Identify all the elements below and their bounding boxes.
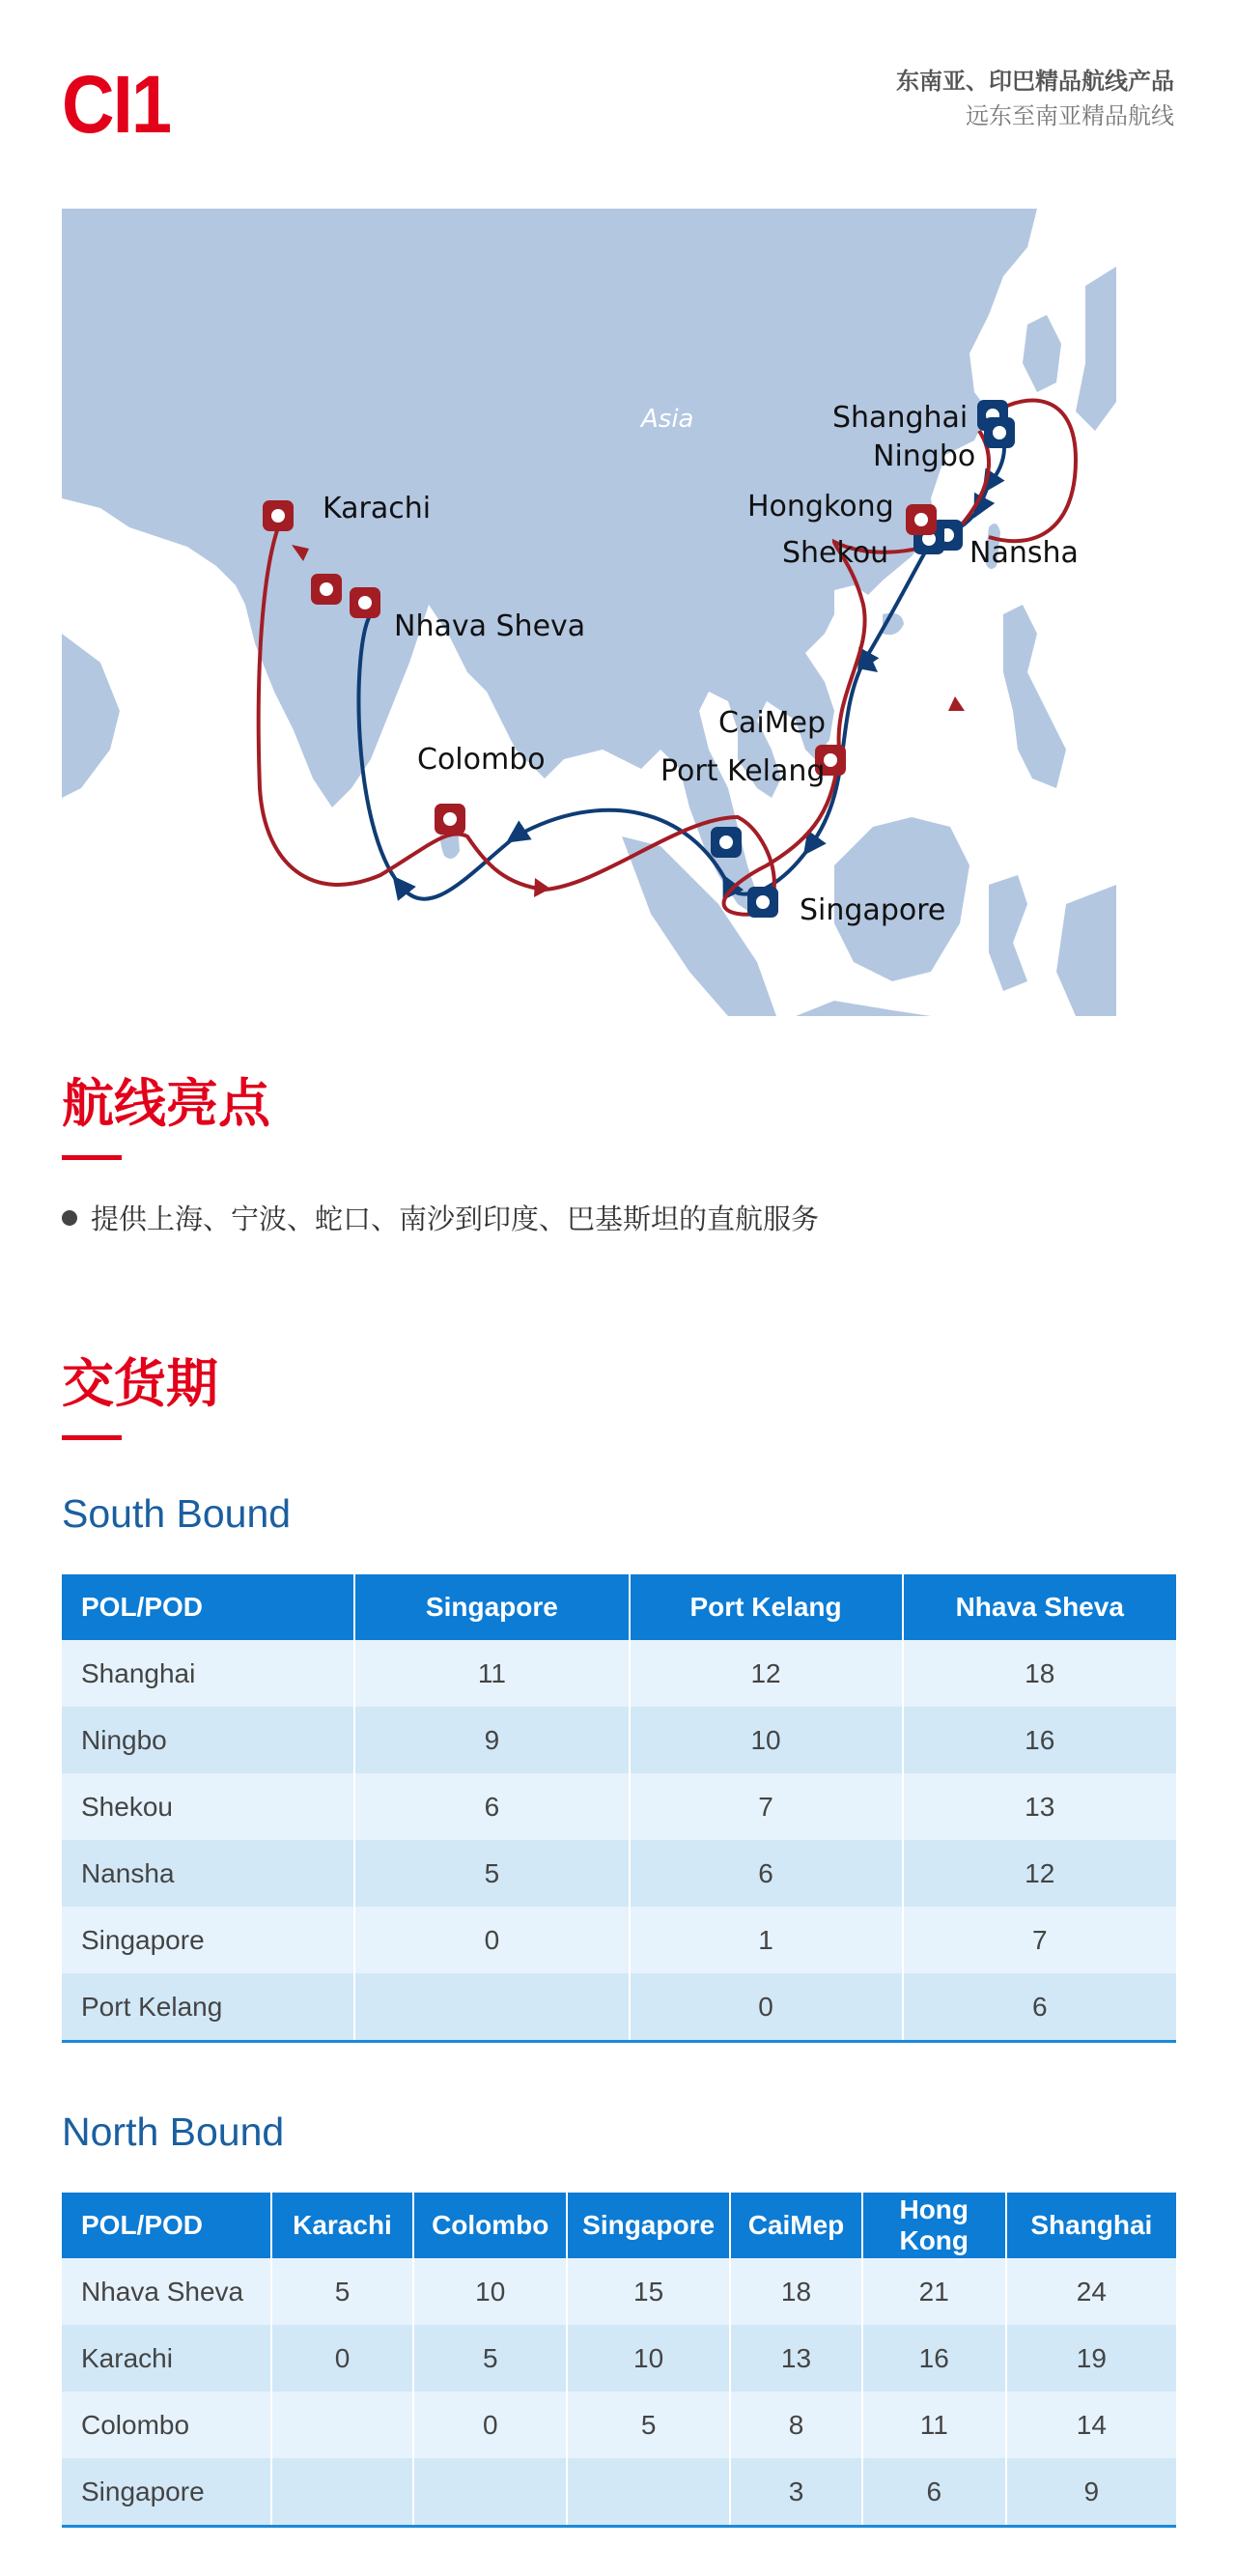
route-map [62,209,1116,1016]
transit-days-cell: 5 [567,2392,730,2458]
northbound-table [62,2193,1176,2528]
transit-days-cell: 14 [1006,2392,1176,2458]
product-logo: CI1 [62,59,171,150]
heading-underline [62,1435,122,1440]
column-header: Shanghai [1006,2193,1176,2258]
transit-days-cell: 16 [862,2325,1006,2392]
highlight-text: 提供上海、宁波、蛇口、南沙到印度、巴基斯坦的直航服务 [91,1203,820,1235]
transit-days-cell: 16 [903,1707,1177,1773]
column-header: Singapore [567,2193,730,2258]
transit-days-cell: 7 [630,1773,903,1840]
column-header: Singapore [354,1574,629,1640]
column-header: POL/POD [62,1574,354,1640]
table-row [62,1973,1176,2042]
port-label-ningbo: Ningbo [873,439,976,473]
transit-days-cell: 18 [903,1640,1177,1707]
transit-days-cell: 5 [271,2258,414,2325]
northbound-title: North Bound [62,2109,285,2154]
transit-days-cell: 8 [730,2392,862,2458]
transit-days-cell: 15 [567,2258,730,2325]
table-row [62,1773,1176,1840]
column-header: Colombo [413,2193,567,2258]
port-marker-karachi [263,500,294,531]
column-header: CaiMep [730,2193,862,2258]
row-port-cell: Shekou [62,1773,354,1840]
port-label-colombo: Colombo [417,743,546,777]
table-row [62,1840,1176,1907]
transit-days-cell: 6 [354,1773,629,1840]
port-marker-colombo [435,804,465,835]
column-header: Karachi [271,2193,414,2258]
transit-days-cell: 6 [903,1973,1177,2042]
table-row [62,2258,1176,2325]
region-label: Asia [641,405,694,434]
row-port-cell: Singapore [62,1907,354,1973]
row-port-cell: Karachi [62,2325,271,2392]
table-row [62,2392,1176,2458]
transit-days-cell: 24 [1006,2258,1176,2325]
transit-days-cell: 12 [903,1840,1177,1907]
highlights-heading: 航线亮点 [62,1073,270,1134]
transit-days-cell: 13 [730,2325,862,2392]
port-label-caimep: CaiMep [718,706,827,740]
transit-days-cell: 12 [630,1640,903,1707]
table-row [62,1707,1176,1773]
highlight-item [62,1198,819,1237]
header-title: 东南亚、印巴精品航线产品 [896,68,1174,95]
table-header-row [62,2193,1176,2258]
row-port-cell: Nhava Sheva [62,2258,271,2325]
port-label-hongkong: Hongkong [747,490,894,524]
transit-days-cell: 5 [354,1840,629,1907]
port-label-singapore: Singapore [800,893,946,927]
table-row [62,2325,1176,2392]
transit-days-cell: 0 [413,2392,567,2458]
transit-days-cell [271,2392,414,2458]
port-label-shekou: Shekou [782,536,889,570]
transit-days-cell: 10 [567,2325,730,2392]
transit-days-cell [271,2458,414,2527]
port-label-port-kelang: Port Kelang [660,754,826,788]
port-label-shanghai: Shanghai [832,401,969,435]
row-port-cell: Colombo [62,2392,271,2458]
transit-days-cell: 7 [903,1907,1177,1973]
heading-underline [62,1155,122,1160]
transit-days-cell: 19 [1006,2325,1176,2392]
transit-days-cell: 0 [354,1907,629,1973]
transit-days-cell: 10 [630,1707,903,1773]
southbound-table [62,1574,1176,2043]
port-label-karachi: Karachi [323,492,432,525]
transit-section [62,1353,218,1440]
transit-days-cell: 9 [1006,2458,1176,2527]
transit-days-cell: 10 [413,2258,567,2325]
header-subtitle: 远东至南亚精品航线 [966,102,1174,129]
transit-days-cell [354,1973,629,2042]
row-port-cell: Port Kelang [62,1973,354,2042]
row-port-cell: Nansha [62,1840,354,1907]
transit-days-cell: 0 [271,2325,414,2392]
column-header: POL/POD [62,2193,271,2258]
port-marker-hongkong [906,504,937,535]
transit-days-cell: 6 [630,1840,903,1907]
transit-days-cell: 18 [730,2258,862,2325]
transit-days-cell: 11 [862,2392,1006,2458]
transit-days-cell [567,2458,730,2527]
table-header-row [62,1574,1176,1640]
table-row [62,1907,1176,1973]
column-header: Port Kelang [630,1574,903,1640]
transit-heading: 交货期 [62,1353,218,1414]
transit-days-cell: 5 [413,2325,567,2392]
port-marker-port-kelang [711,827,742,858]
row-port-cell: Singapore [62,2458,271,2527]
table-row [62,2458,1176,2527]
port-marker-singapore [747,887,778,918]
port-marker-nhava-sheva-1 [311,574,342,605]
transit-days-cell: 3 [730,2458,862,2527]
transit-days-cell: 11 [354,1640,629,1707]
transit-days-cell: 0 [630,1973,903,2042]
transit-days-cell: 13 [903,1773,1177,1840]
table-row [62,1640,1176,1707]
transit-days-cell: 1 [630,1907,903,1973]
port-label-nhava-sheva: Nhava Sheva [394,609,586,643]
transit-days-cell: 9 [354,1707,629,1773]
transit-days-cell [413,2458,567,2527]
bullet-icon [62,1210,77,1226]
highlights-section [62,1073,270,1160]
port-marker-nhava-sheva-2 [350,587,380,618]
column-header: Nhava Sheva [903,1574,1177,1640]
row-port-cell: Shanghai [62,1640,354,1707]
southbound-title: South Bound [62,1491,292,1536]
port-label-nansha: Nansha [969,536,1079,570]
header-titles [896,64,1174,133]
column-header: Hong Kong [862,2193,1006,2258]
transit-days-cell: 6 [862,2458,1006,2527]
row-port-cell: Ningbo [62,1707,354,1773]
port-marker-ningbo [984,417,1015,448]
transit-days-cell: 21 [862,2258,1006,2325]
